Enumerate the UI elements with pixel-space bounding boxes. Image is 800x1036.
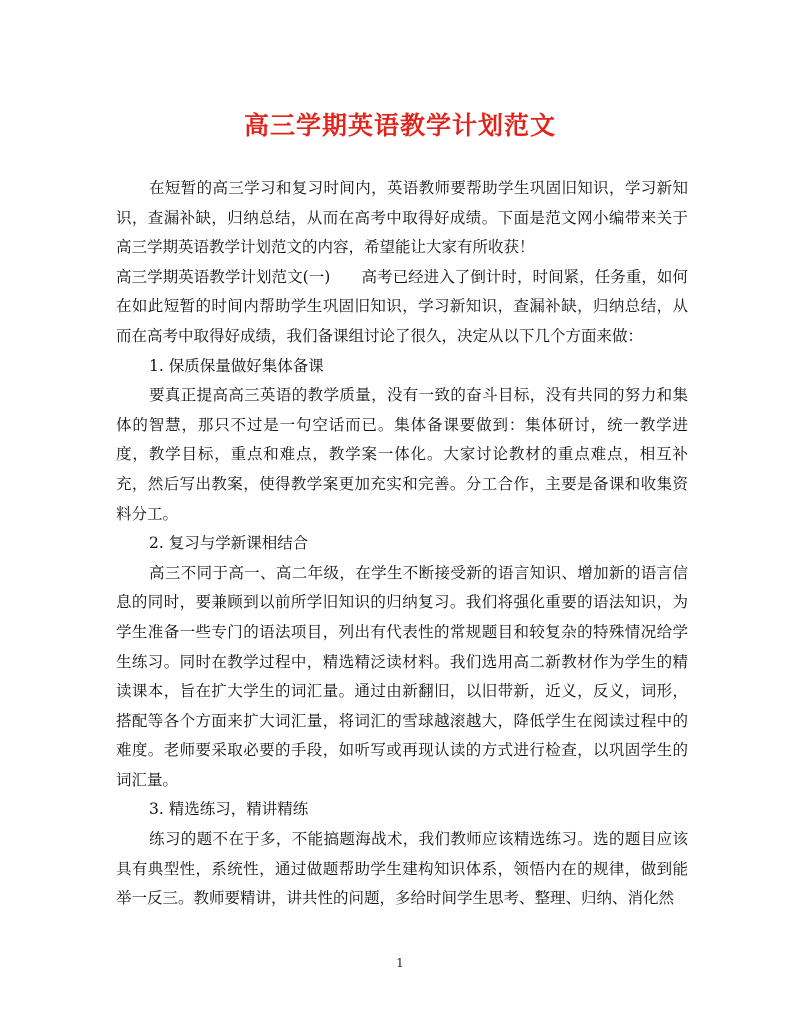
- paragraph-intro: 在短暂的高三学习和复习时间内，英语教师要帮助学生巩固旧知识，学习新知识，查漏补缺，归纳总结，从而在高考中取得好成绩。下面是范文网小编带来关于高三学期英语教学计划范文的内容，希望能让大家有所收获！: [116, 179, 688, 257]
- heading-review-and-new-lessons: 2. 复习与学新课相结合: [149, 534, 309, 553]
- document-title: 高三学期英语教学计划范文: [243, 111, 556, 140]
- document-body: [116, 174, 688, 914]
- paragraph-selected-exercises: 练习的题不在于多，不能搞题海战术，我们教师应该精选练习。选的题目应该具有典型性，系统性，通过做题帮助学生建构知识体系，领悟内在的规律，做到能举一反三。教师要精讲，讲共性的问题，多给时间学生思考、整理、归纳、消化然: [116, 830, 688, 908]
- paragraph-section-one: 高三学期英语教学计划范文(一) 高考已经进入了倒计时，时间紧，任务重，如何在如此短暂的时间内帮助学生巩固旧知识，学习新知识，查漏补缺，归纳总结，从而在高考中取得好成绩，我们备课组讨论了很久，决定从以下几个方面来做：: [116, 267, 688, 345]
- paragraph-collective-lesson-prep: 要真正提高高三英语的教学质量，没有一致的奋斗目标，没有共同的努力和集体的智慧，那只不过是一句空话而已。集体备课要做到：集体研讨，统一教学进度，教学目标，重点和难点，教学案一体化。大家讨论教材的重点难点，相互补充，然后写出教案，使得教学案更加充实和完善。分工合作，主要是备课和收集资料分工。: [116, 386, 688, 523]
- page-number: 1: [396, 956, 404, 970]
- heading-collective-lesson-prep: 1. 保质保量做好集体备课: [149, 356, 324, 375]
- heading-selected-exercises: 3. 精选练习，精讲精练: [149, 800, 309, 819]
- paragraph-review-and-new-lessons: 高三不同于高一、高二年级，在学生不断接受新的语言知识、增加新的语言信息的同时，要兼顾到以前所学旧知识的归纳复习。我们将强化重要的语法知识，为学生准备一些专门的语法项目，列出有代表性的常规题目和较复杂的特殊情况给学生练习。同时在教学过程中，精选精泛读材料。我们选用高二新教材作为学生的精读课本，旨在扩大学生的词汇量。通过由新翻旧，以旧带新，近义，反义，词形，搭配等各个方面来扩大词汇量，将词汇的雪球越滚越大，降低学生在阅读过程中的难度。老师要采取必要的手段，如听写或再现认读的方式进行检查，以巩固学生的词汇量。: [116, 563, 688, 789]
